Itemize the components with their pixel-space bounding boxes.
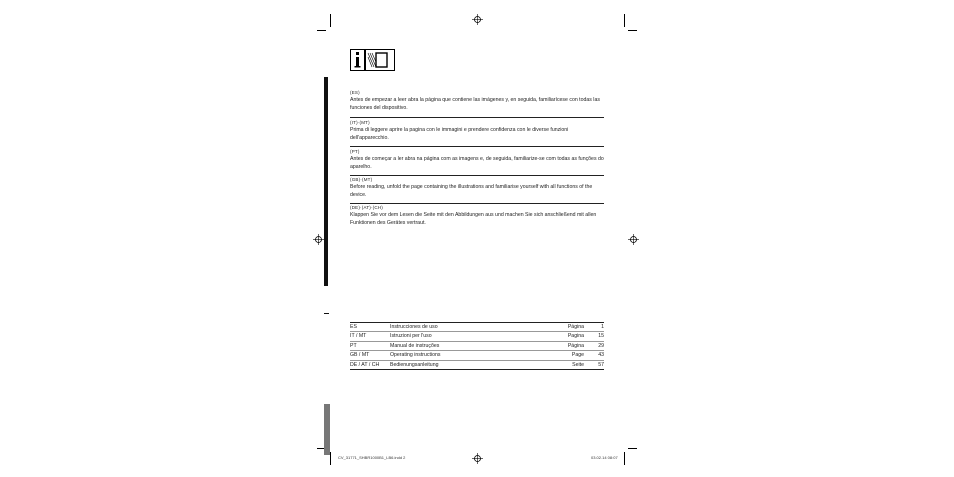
toc-row[interactable] bbox=[350, 331, 604, 340]
toc-page-number: 43 bbox=[598, 352, 604, 359]
info-manual-icon bbox=[350, 49, 395, 71]
toc-language-code: PT bbox=[350, 342, 357, 349]
toc-language-code: DE / AT / CH bbox=[350, 361, 380, 368]
toc-row[interactable] bbox=[350, 323, 604, 331]
divider bbox=[350, 117, 604, 118]
toc-page-label: Page bbox=[571, 352, 584, 359]
divider bbox=[350, 203, 604, 204]
toc-page-number: 57 bbox=[598, 361, 604, 368]
toc-page-label: Página bbox=[567, 342, 584, 349]
registration-mark-icon bbox=[313, 234, 324, 245]
toc-row[interactable] bbox=[350, 360, 604, 369]
language-flag: (PT) bbox=[350, 149, 360, 154]
footer-timestamp: 03.02.14 08:07 bbox=[591, 455, 618, 460]
toc-title: Manual de instruções bbox=[390, 342, 440, 349]
crop-mark bbox=[624, 14, 625, 27]
divider bbox=[350, 146, 604, 147]
toc-row[interactable] bbox=[350, 341, 604, 350]
crop-mark bbox=[330, 452, 331, 465]
toc-page-label: Seite bbox=[572, 361, 584, 368]
intro-text: Klappen Sie vor dem Lesen die Seite mit den Abbildungen aus und machen Sie sich anschließend mit allen Funktionen des Gerätes vertraut. bbox=[350, 212, 597, 226]
registration-mark-icon bbox=[628, 234, 639, 245]
intro-section bbox=[350, 90, 604, 112]
toc-page-label: Pagina bbox=[567, 333, 584, 340]
table-of-contents bbox=[350, 322, 604, 370]
toc-language-code: ES bbox=[350, 324, 357, 330]
toc-page-label: Página bbox=[567, 324, 584, 330]
toc-page-number: 1 bbox=[601, 324, 604, 330]
crop-mark bbox=[317, 30, 326, 31]
page-edge-tick bbox=[324, 313, 329, 314]
divider bbox=[350, 175, 604, 176]
registration-mark-icon bbox=[472, 453, 483, 464]
intro-text: Before reading, unfold the page containing the illustrations and familiarise yourself with all functions of the device. bbox=[350, 184, 593, 198]
toc-title: Operating instructions bbox=[390, 352, 441, 359]
page-edge-bar bbox=[324, 77, 328, 286]
intro-section bbox=[350, 205, 604, 227]
toc-page-number: 29 bbox=[598, 342, 604, 349]
registration-mark-icon bbox=[472, 14, 483, 25]
language-flag: (IT)·(MT) bbox=[350, 120, 370, 125]
footer-file-info: CV_31771_SHBR1000B1_LB6.indd 2 bbox=[338, 455, 406, 460]
page-edge-bar bbox=[324, 404, 330, 455]
toc-language-code: IT / MT bbox=[350, 333, 367, 340]
intro-section bbox=[350, 120, 604, 142]
intro-text: Antes de empezar a leer abra la página que contiene las imágenes y, en seguida, familiarícese con todas las funciones del dispositivo. bbox=[350, 97, 600, 111]
language-flag: (DE)·(AT)·(CH) bbox=[350, 205, 383, 210]
toc-page-number: 15 bbox=[598, 333, 604, 340]
intro-section bbox=[350, 177, 604, 199]
crop-mark bbox=[628, 30, 637, 31]
intro-text: Prima di leggere aprire la pagina con le immagini e prendere confidenza con le diverse funzioni dell'apparecchio. bbox=[350, 127, 569, 141]
toc-title: Istruzioni per l'uso bbox=[390, 333, 432, 340]
crop-mark bbox=[330, 14, 331, 27]
toc-row[interactable] bbox=[350, 350, 604, 359]
intro-text: Antes de começar a ler abra na página com as imagens e, de seguida, familiarize-se com todas as funções do aparelho. bbox=[350, 156, 604, 170]
toc-title: Instrucciones de uso bbox=[390, 324, 438, 330]
language-flag: (ES) bbox=[350, 90, 360, 95]
crop-mark bbox=[624, 452, 625, 465]
language-flag: (GB)·(MT) bbox=[350, 177, 373, 182]
crop-mark bbox=[628, 448, 637, 449]
intro-section bbox=[350, 149, 604, 171]
toc-title: Bedienungsanleitung bbox=[390, 361, 439, 368]
toc-language-code: GB / MT bbox=[350, 352, 370, 359]
